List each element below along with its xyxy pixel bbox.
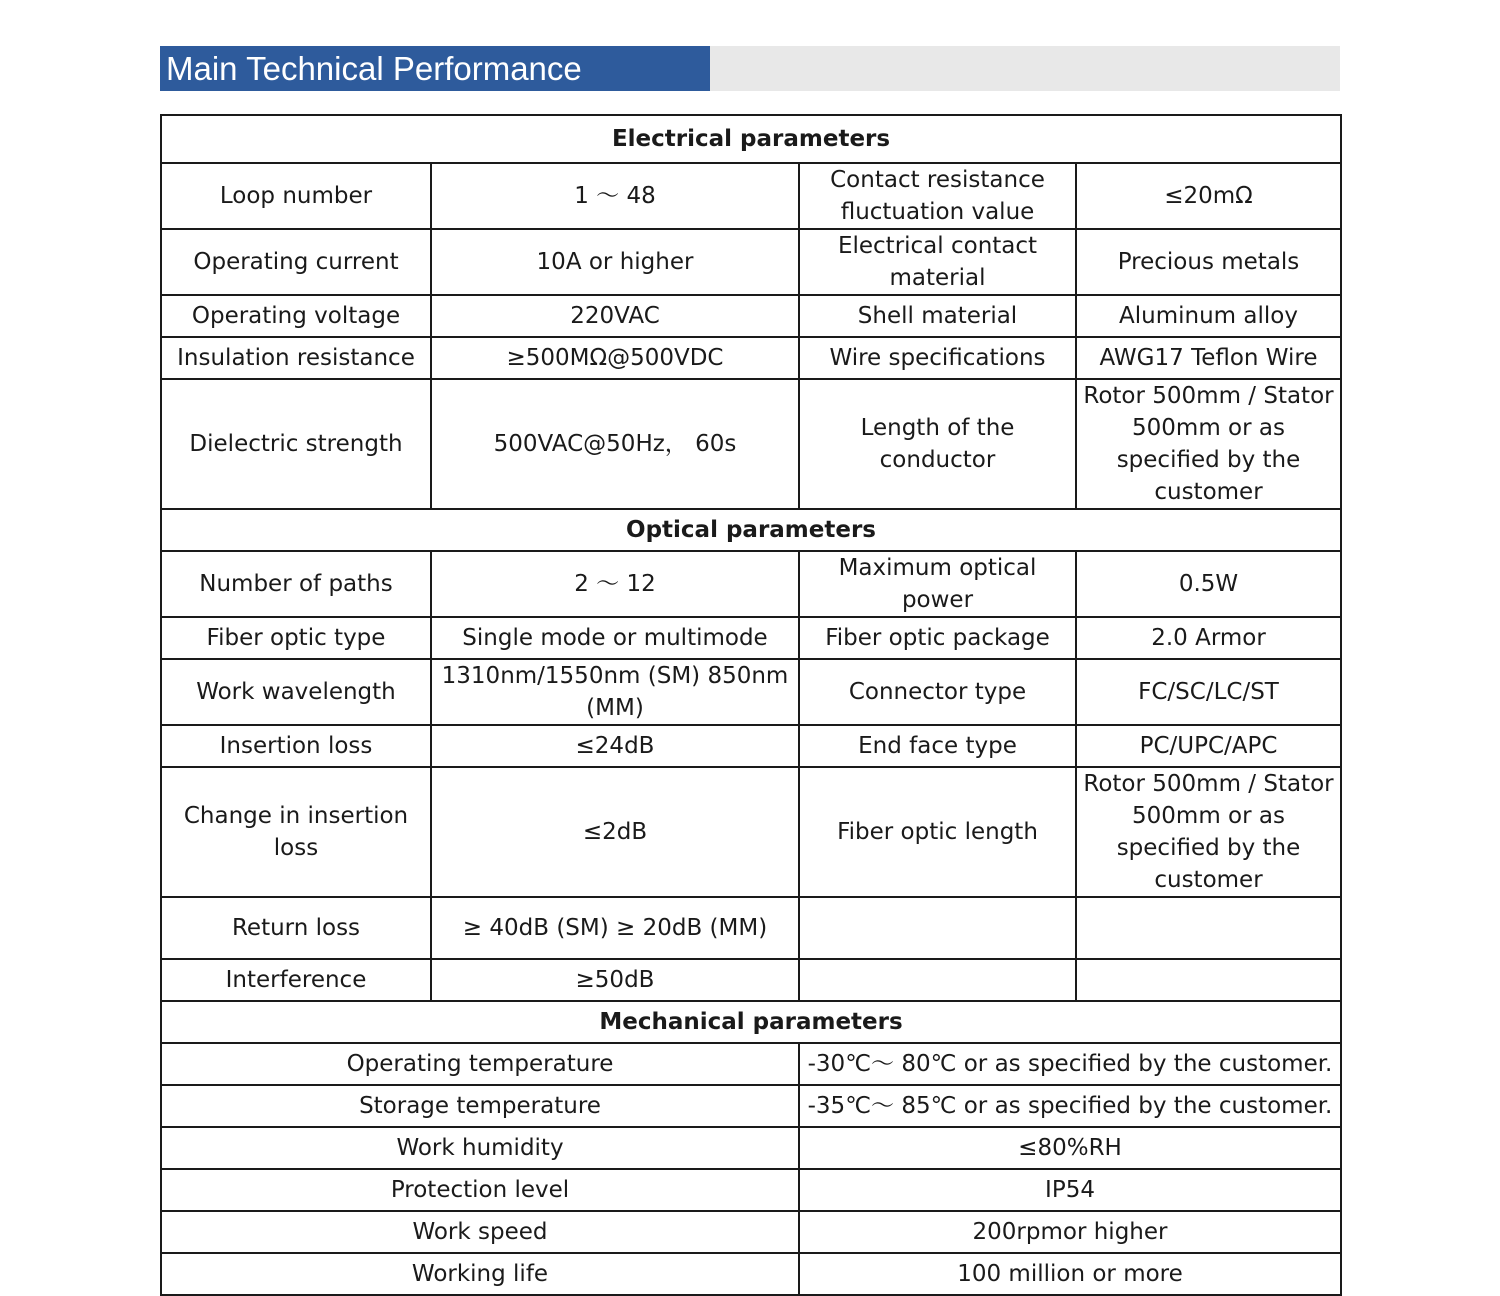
param-value: 500VAC@50Hz， 60s [431, 379, 799, 509]
param-label: Loop number [161, 163, 431, 229]
empty-cell [799, 897, 1076, 959]
table-row [161, 617, 1341, 659]
table-row [161, 295, 1341, 337]
param-label: Storage temperature [161, 1085, 799, 1127]
table-row [161, 1253, 1341, 1295]
section-title-optical: Optical parameters [161, 509, 1341, 551]
param-value: IP54 [799, 1169, 1341, 1211]
param-label: Connector type [799, 659, 1076, 725]
page-title: Main Technical Performance [160, 46, 710, 91]
param-label: Fiber optic package [799, 617, 1076, 659]
param-label: Insulation resistance [161, 337, 431, 379]
param-value: 220VAC [431, 295, 799, 337]
param-value: Single mode or multimode [431, 617, 799, 659]
section-title-mechanical: Mechanical parameters [161, 1001, 1341, 1043]
param-label: Number of paths [161, 551, 431, 617]
section-title-electrical: Electrical parameters [161, 115, 1341, 163]
param-value: ≥50dB [431, 959, 799, 1001]
param-value: -30℃～ 80℃ or as specified by the customer. [799, 1043, 1341, 1085]
param-value: 2.0 Armor [1076, 617, 1341, 659]
param-value: 1310nm/1550nm (SM) 850nm (MM) [431, 659, 799, 725]
param-value: Rotor 500mm / Stator 500mm or as specified by the customer [1076, 379, 1341, 509]
empty-cell [1076, 897, 1341, 959]
param-label: Work humidity [161, 1127, 799, 1169]
param-value: ≥ 40dB (SM) ≥ 20dB (MM) [431, 897, 799, 959]
section-row [161, 115, 1341, 163]
section-row [161, 1001, 1341, 1043]
table-row [161, 1043, 1341, 1085]
table-row [161, 897, 1341, 959]
param-label: Contact resistance fluctuation value [799, 163, 1076, 229]
param-label: End face type [799, 725, 1076, 767]
param-value: 0.5W [1076, 551, 1341, 617]
param-value: 1 ～ 48 [431, 163, 799, 229]
param-label: Dielectric strength [161, 379, 431, 509]
table-row [161, 163, 1341, 229]
param-label: Protection level [161, 1169, 799, 1211]
param-value: Precious metals [1076, 229, 1341, 295]
param-value: Rotor 500mm / Stator 500mm or as specified by the customer [1076, 767, 1341, 897]
param-value: 10A or higher [431, 229, 799, 295]
param-label: Wire specifications [799, 337, 1076, 379]
table-row [161, 1127, 1341, 1169]
table-row [161, 1085, 1341, 1127]
param-label: Working life [161, 1253, 799, 1295]
param-value: 2 ～ 12 [431, 551, 799, 617]
table-row [161, 337, 1341, 379]
section-row [161, 509, 1341, 551]
param-label: Fiber optic length [799, 767, 1076, 897]
spec-table [160, 114, 1342, 1296]
table-row [161, 767, 1341, 897]
table-row [161, 229, 1341, 295]
param-value: Aluminum alloy [1076, 295, 1341, 337]
table-row [161, 1211, 1341, 1253]
param-label: Operating voltage [161, 295, 431, 337]
table-row [161, 959, 1341, 1001]
param-label: Work wavelength [161, 659, 431, 725]
param-label: Electrical contact material [799, 229, 1076, 295]
param-value: ≤20mΩ [1076, 163, 1341, 229]
param-label: Work speed [161, 1211, 799, 1253]
param-value: PC/UPC/APC [1076, 725, 1341, 767]
param-label: Return loss [161, 897, 431, 959]
param-label: Operating temperature [161, 1043, 799, 1085]
param-value: AWG17 Teflon Wire [1076, 337, 1341, 379]
table-row [161, 1169, 1341, 1211]
param-value: FC/SC/LC/ST [1076, 659, 1341, 725]
param-value: -35℃～ 85℃ or as specified by the customer. [799, 1085, 1341, 1127]
param-value: ≤2dB [431, 767, 799, 897]
table-row [161, 725, 1341, 767]
param-label: Change in insertion loss [161, 767, 431, 897]
param-value: 200rpmor higher [799, 1211, 1341, 1253]
table-row [161, 659, 1341, 725]
param-value: 100 million or more [799, 1253, 1341, 1295]
param-label: Length of the conductor [799, 379, 1076, 509]
param-value: ≤24dB [431, 725, 799, 767]
empty-cell [799, 959, 1076, 1001]
table-row [161, 551, 1341, 617]
param-label: Maximum optical power [799, 551, 1076, 617]
header-band [160, 46, 1340, 91]
param-label: Interference [161, 959, 431, 1001]
param-label: Shell material [799, 295, 1076, 337]
param-label: Operating current [161, 229, 431, 295]
param-value: ≤80%RH [799, 1127, 1341, 1169]
param-label: Insertion loss [161, 725, 431, 767]
table-row [161, 379, 1341, 509]
param-value: ≥500MΩ@500VDC [431, 337, 799, 379]
param-label: Fiber optic type [161, 617, 431, 659]
empty-cell [1076, 959, 1341, 1001]
